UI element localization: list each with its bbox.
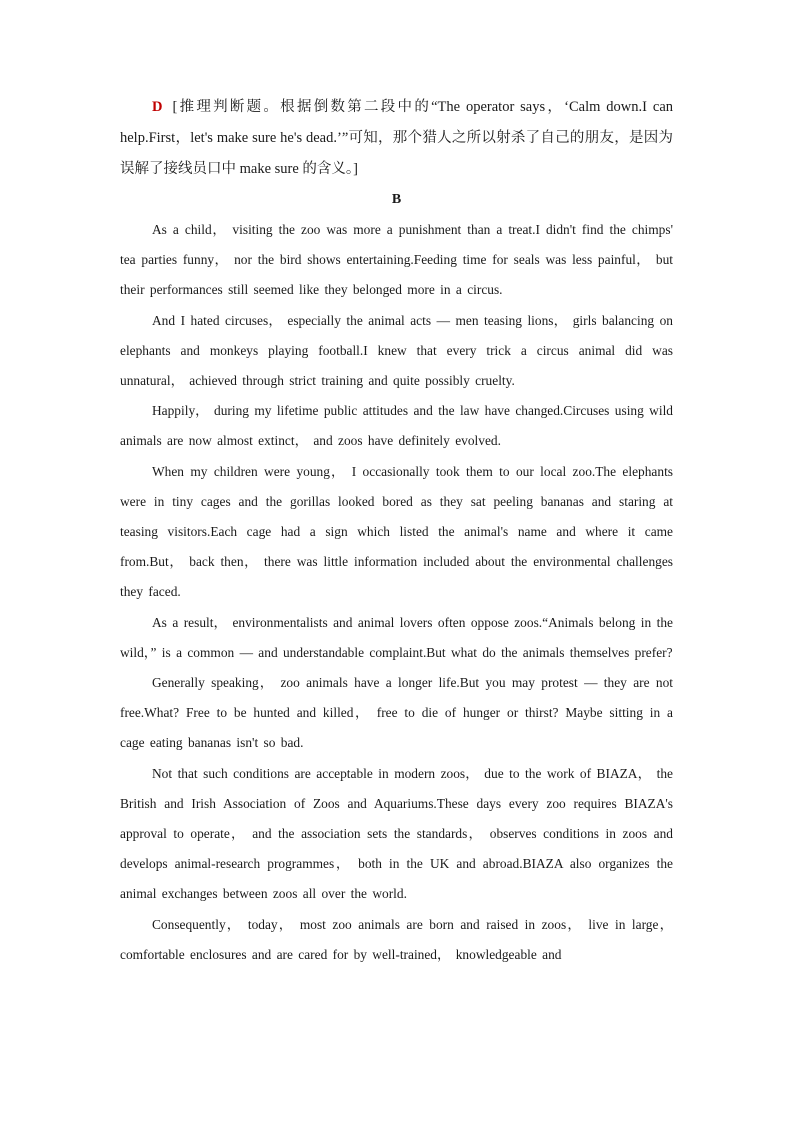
answer-explanation (120, 92, 673, 185)
paragraph-8: Consequently， today， most zoo animals are born and raised in zoos， live in large， comfortable enclosures and are cared for by well-trained， knowledgeable and (120, 916, 673, 962)
answer-letter: D (152, 99, 163, 115)
paragraph-1: As a child， visiting the zoo was more a punishment than a treat.I didn't find the chimps' tea parties funny， nor the bird shows entertaining.Feeding time for seals was less painful， but their performances still seemed like they belonged more in a circus. (120, 222, 673, 298)
paragraph-5: As a result， environmentalists and animal lovers often oppose zoos.“Animals belong in the wild，” is a common — and understandable complaint.But what do the animals themselves prefer? (120, 614, 673, 660)
paragraph-2: And I hated circuses， especially the animal acts — men teasing lions， girls balancing on elephants and monkeys playing football.I knew that every trick a circus animal did was unnatural， achieved through strict training and quite possibly cruelty. (120, 312, 673, 389)
document-page (120, 92, 673, 970)
paragraph-7: Not that such conditions are acceptable in modern zoos， due to the work of BIAZA， the British and Irish Association of Zoos and Aquariums.These days every zoo requires BIAZA's approval to operate， and the association sets the standards， observes conditions in zoos and develops animal-research programmes， both in the UK and abroad.BIAZA also organizes the animal exchanges between zoos all over the world. (120, 765, 673, 902)
section-title: B (391, 192, 402, 207)
paragraph-4: When my children were young， I occasionally took them to our local zoo.The elephants were in tiny cages and the gorillas looked bored as they sat peeling bananas and staring at teasing visitors.Each cage had a sign which listed the animal's name and where it came from.But， back then， there was little information included about the environmental challenges they faced. (120, 463, 673, 600)
answer-text: [推理判断题。根据倒数第二段中的“The operator says，‘Calm down.I can help.First，let's make sure he's dead.’”可知，那个猎人之所以射杀了自己的朋友，是因为误解了接线员口中 make sure 的含义。] (120, 99, 673, 177)
paragraph-3: Happily， during my lifetime public attitudes and the law have changed.Circuses using wild animals are now almost extinct， and zoos have definitely evolved. (120, 403, 673, 449)
paragraph-6: Generally speaking， zoo animals have a longer life.But you may protest — they are not free.What? Free to be hunted and killed， free to die of hunger or thirst? Maybe sitting in a cage eating bananas isn't so bad. (120, 675, 673, 751)
